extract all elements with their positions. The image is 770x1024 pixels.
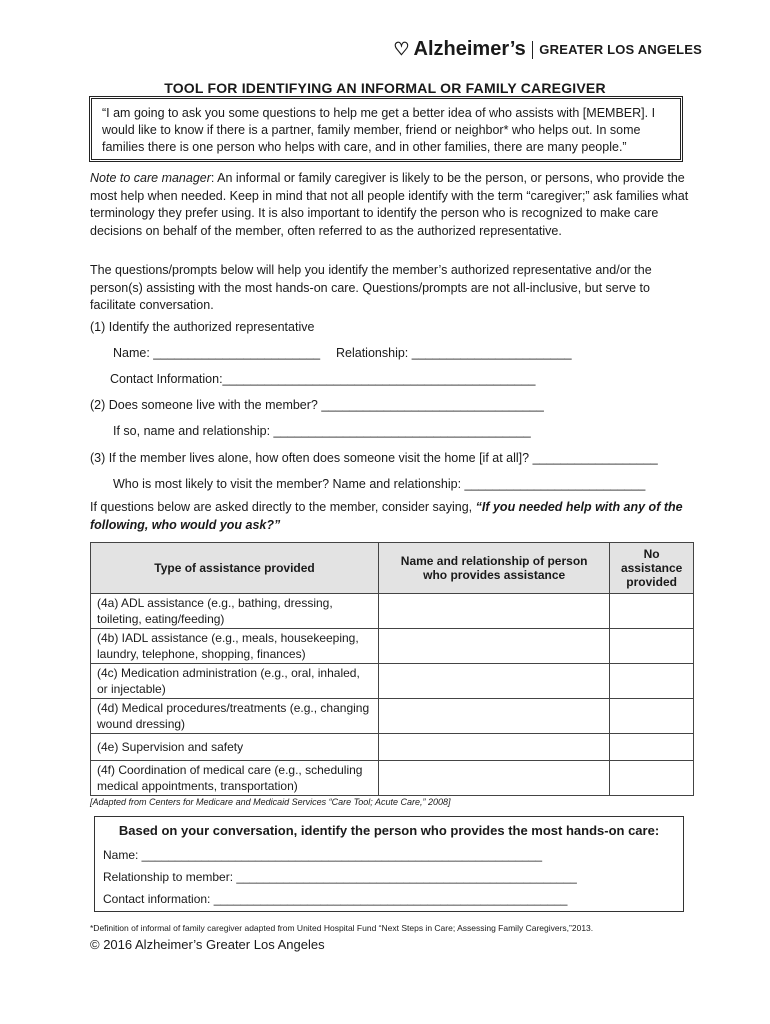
header-name: Name and relationship of person who provides assistance [379, 543, 610, 594]
q2-relationship-field[interactable]: If so, name and relationship: _____________________________________ [113, 424, 531, 438]
row-type: (4b) IADL assistance (e.g., meals, housekeeping, laundry, telephone, shopping, finances) [91, 629, 379, 664]
logo-divider [532, 41, 534, 59]
heart-ribbon-icon: ♡ [393, 39, 410, 59]
row-type: (4d) Medical procedures/treatments (e.g., changing wound dressing) [91, 699, 379, 734]
page-title: TOOL FOR IDENTIFYING AN INFORMAL OR FAMILY CAREGIVER [164, 80, 606, 96]
copyright: © 2016 Alzheimer’s Greater Los Angeles [90, 937, 325, 952]
row-type: (4e) Supervision and safety [91, 734, 379, 761]
row-name-cell[interactable] [379, 734, 610, 761]
header-type: Type of assistance provided [91, 543, 379, 594]
row-none-cell[interactable] [610, 761, 694, 796]
member-prompt-text: If questions below are asked directly to the member, consider saying, [90, 500, 476, 514]
intro-paragraph: The questions/prompts below will help you identify the member’s authorized representative and/or the person(s) assisting with the most hands-on care. Questions/prompts are not all-inclusive, but serve to facilitate conversation. [90, 263, 652, 312]
row-none-cell[interactable] [610, 594, 694, 629]
hands-on-contact-field[interactable]: Contact information: _____________________________________________________ [103, 892, 568, 906]
assistance-table [90, 542, 694, 796]
row-name-cell[interactable] [379, 761, 610, 796]
table-row [91, 734, 694, 761]
row-type: (4f) Coordination of medical care (e.g., scheduling medical appointments, transportation) [91, 761, 379, 796]
row-name-cell[interactable] [379, 629, 610, 664]
row-type: (4a) ADL assistance (e.g., bathing, dressing, toileting, eating/feeding) [91, 594, 379, 629]
row-name-cell[interactable] [379, 594, 610, 629]
table-row [91, 594, 694, 629]
logo-region: GREATER LOS ANGELES [539, 42, 702, 57]
member-prompt-quote: “If you needed help with any of the following, who would you ask?” [90, 500, 683, 532]
row-type: (4c) Medication administration (e.g., oral, inhaled, or injectable) [91, 664, 379, 699]
script-quote-box [89, 96, 683, 162]
note-text: : An informal or family caregiver is likely to be the person, or persons, who provide the most help when needed. Keep in mind that not all people identify with the term “caregiver;” ask families what terminology they prefer using. It is also important to identify the person who is recognized to make care decisions on behalf of the member, often referred to as the authorized representative. [90, 171, 689, 238]
row-none-cell[interactable] [610, 699, 694, 734]
note-label: Note to care manager [90, 171, 211, 185]
row-none-cell[interactable] [610, 734, 694, 761]
script-quote: “I am going to ask you some questions to help me get a better idea of who assists with [MEMBER]. I would like to know if there is a partner, family member, friend or neighbor* who helps out. In some families there is one person who helps with care, and in other families, there are many people.” [102, 106, 656, 154]
hands-on-relationship-field[interactable]: Relationship to member: ___________________________________________________ [103, 870, 577, 884]
table-row [91, 629, 694, 664]
row-none-cell[interactable] [610, 629, 694, 664]
q1-contact-field[interactable]: Contact Information:_____________________________________________ [110, 372, 536, 386]
table-row [91, 761, 694, 796]
hands-on-heading: Based on your conversation, identify the person who provides the most hands-on care: [118, 823, 660, 838]
row-none-cell[interactable] [610, 664, 694, 699]
care-manager-note [90, 170, 690, 240]
q1-name-field[interactable]: Name: ________________________ [113, 346, 321, 360]
q1-relationship-field[interactable]: Relationship: _______________________ [336, 346, 572, 360]
logo [393, 38, 702, 61]
q3-visitor-field[interactable]: Who is most likely to visit the member? Name and relationship: __________________________ [113, 477, 646, 491]
member-prompt [90, 498, 690, 534]
citation: [Adapted from Centers for Medicare and Medicaid Services “Care Tool; Acute Care,” 2008] [90, 797, 451, 807]
question-3[interactable]: (3) If the member lives alone, how often does someone visit the home [if at all]? __________________ [90, 451, 658, 465]
row-name-cell[interactable] [379, 664, 610, 699]
question-1: (1) Identify the authorized representative [90, 320, 315, 334]
header-no-assistance: No assistance provided [610, 543, 694, 594]
logo-brand: Alzheimer’s [413, 38, 526, 60]
footnote: *Definition of informal of family caregiver adapted from United Hospital Fund “Next Steps in Care; Assessing Family Caregivers,”2013. [90, 923, 594, 933]
hands-on-care-box [94, 816, 684, 912]
table-row [91, 699, 694, 734]
question-2[interactable]: (2) Does someone live with the member? ________________________________ [90, 398, 544, 412]
row-name-cell[interactable] [379, 699, 610, 734]
table-row [91, 664, 694, 699]
hands-on-name-field[interactable]: Name: ____________________________________________________________ [103, 848, 543, 862]
